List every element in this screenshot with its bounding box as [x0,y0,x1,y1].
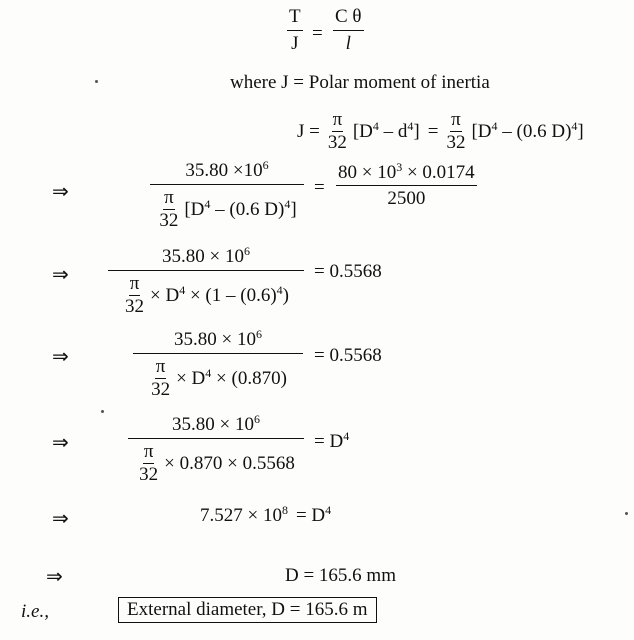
implies-arrow: ⇒ [52,506,69,530]
ie-label: i.e., [21,601,49,622]
step1-rhs-fraction: $80 \times 10^3 \times 0.0174$ 2500 [338,160,475,209]
external-diameter-box: External diameter, D = 165.6 m [118,597,377,623]
step3-lhs-fraction: $35.80 \times 10^6$ $\frac{\pi}{32}$ × $D^4 \times (0.870)$ [133,330,303,400]
step3-result: = 0.5568 [314,345,382,366]
implies-arrow: ⇒ [46,564,63,588]
implies-arrow: ⇒ [52,430,69,454]
polar-moment-definition: where J = Polar moment of inertia [230,72,490,93]
implies-arrow: ⇒ [52,179,69,203]
polar-moment-formula: J = $\frac{\pi}{32}$ $[D^4 - d^4]$ = $\frac{\pi}{32}$ [$D^4 - (0.6$ D)$^4$] [297,109,584,153]
equals-sign: = [314,177,325,198]
numerator: C θ [333,7,364,31]
implies-arrow: ⇒ [52,262,69,286]
step1-lhs-fraction: $35.80 \times 10^6$ π 32 [$D^4 - (0.6$ D)$^4$] [150,161,304,231]
pi-over-32: $\frac{\pi}{32}$ [327,109,347,153]
step4-lhs-fraction: $35.80 \times 10^6$ $\frac{\pi}{32}$ × 0.870 × 0.5568 [128,415,304,485]
pi-over-32: $\frac{\pi}{32}$ [446,109,466,153]
torsion-lhs-fraction [287,7,303,54]
torsion-rhs-fraction [333,7,364,54]
diameter-result: D = 165.6 mm [285,565,396,586]
step5-equation: $7.527 \times 10^8 = D^4$ [200,503,332,526]
denominator: J [291,32,299,54]
step2-result: = 0.5568 [314,261,382,282]
step4-result: = $D^4$ [314,429,350,452]
denominator: l [345,32,351,54]
step2-lhs-fraction: $35.80 \times 10^6$ $\frac{\pi}{32}$ × $D^4 \times (1 - (0.6)^4)$ [108,247,304,317]
implies-arrow: ⇒ [52,344,69,368]
equals-sign: = [312,23,323,44]
numerator: T [287,7,303,31]
